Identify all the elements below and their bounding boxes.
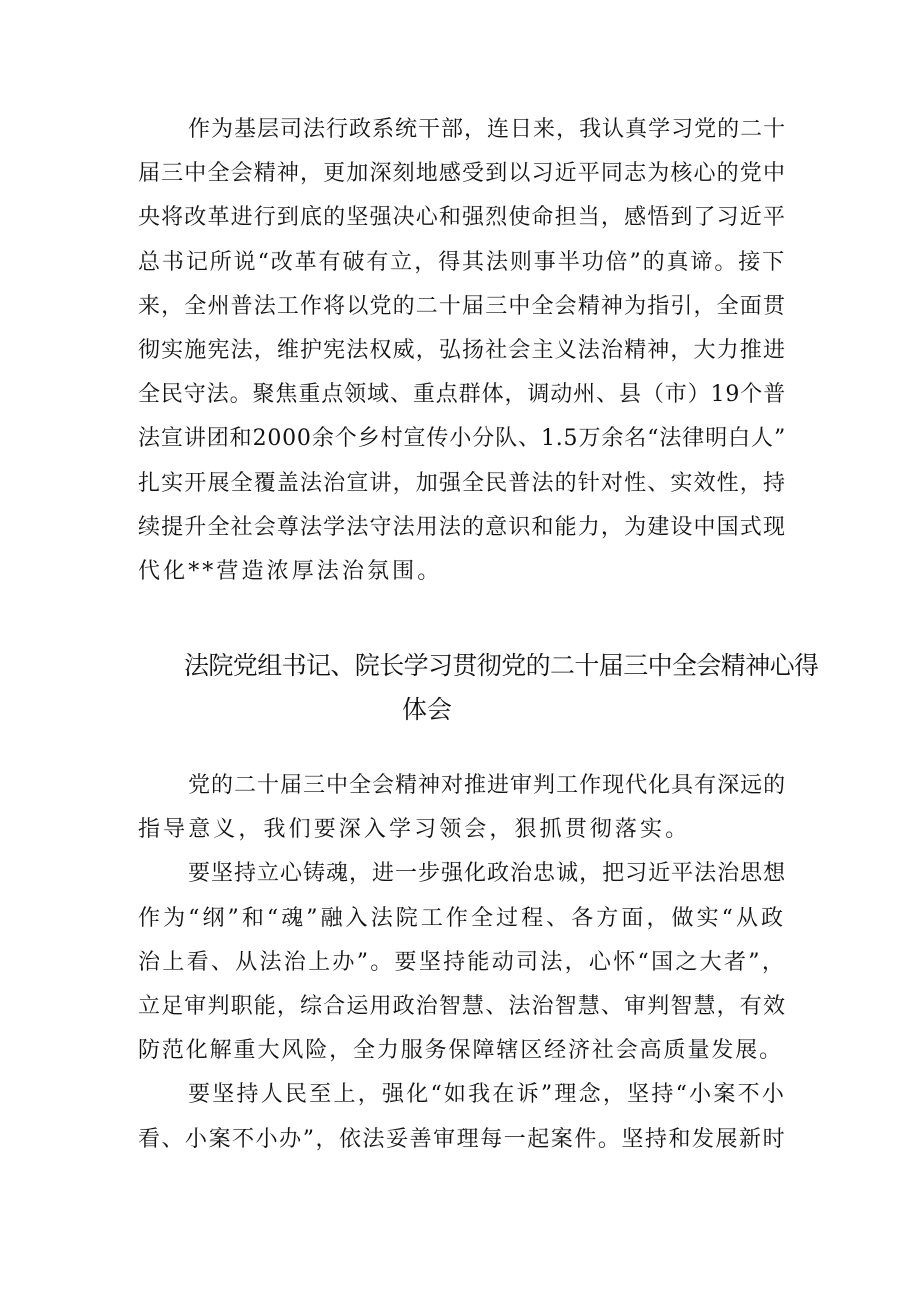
text-line: 扎实开展全覆盖法治宣讲，加强全民普法的针对性、实效性，持 [138, 470, 786, 496]
text-line: 指导意义，我们要深入学习领会，狠抓贯彻落实。 [138, 817, 691, 843]
text-line: 要坚持立心铸魂，进一步强化政治忠诚，把习近平法治思想 [188, 861, 786, 887]
text-line: 作为基层司法行政系统干部，连日来，我认真学习党的二十 [188, 117, 786, 142]
paragraph-intro [138, 764, 786, 852]
text-line: 来，全州普法工作将以党的二十届三中全会精神为指引，全面贯 [138, 293, 786, 319]
text-line: 全民守法。聚焦重点领域、重点群体，调动州、县（市）19个普 [138, 382, 786, 408]
text-line: 代化**营造浓厚法治氛围。 [138, 559, 443, 585]
text-line: 彻实施宪法，维护宪法权威，弘扬社会主义法治精神，大力推进 [138, 338, 786, 364]
text-line: 看、小案不小办”，依法妥善审理每一起案件。坚持和发展新时 [138, 1126, 786, 1152]
text-line: 立足审判职能，综合运用政治智慧、法治智慧、审判智慧，有效 [138, 994, 786, 1020]
court-reflection-body [138, 764, 786, 1162]
paragraph-judicial-admin [138, 108, 786, 594]
paragraph-political-loyalty [138, 852, 786, 1073]
paragraph-people-first [138, 1073, 786, 1161]
section-title-line: 体会 [402, 695, 453, 724]
text-line: 届三中全会精神，更加深刻地感受到以习近平同志为核心的党中 [138, 161, 786, 187]
section-title-line: 法院党组书记、院长学习贯彻党的二十届三中全会精神心得 [184, 651, 819, 680]
text-line: 央将改革进行到底的坚强决心和强烈使命担当，感悟到了习近平 [138, 205, 786, 231]
text-line: 作为“纲”和“魂”融入法院工作全过程、各方面，做实“从政 [138, 905, 786, 931]
text-line: 防范化解重大风险，全力服务保障辖区经济社会高质量发展。 [138, 1038, 784, 1064]
text-line: 续提升全社会尊法学法守法用法的意识和能力，为建设中国式现 [138, 514, 786, 540]
text-line: 法宣讲团和2000余个乡村宣传小分队、1.5万余名“法律明白人” [138, 426, 786, 452]
section-title [138, 644, 819, 732]
text-line: 党的二十届三中全会精神对推进审判工作现代化具有深远的 [188, 773, 786, 798]
text-line: 总书记所说“改革有破有立，得其法则事半功倍”的真谛。接下 [138, 249, 786, 275]
text-line: 要坚持人民至上，强化“如我在诉”理念，坚持“小案不小 [188, 1082, 786, 1108]
text-line: 治上看、从法治上办”。要坚持能动司法，心怀“国之大者”， [138, 949, 786, 975]
